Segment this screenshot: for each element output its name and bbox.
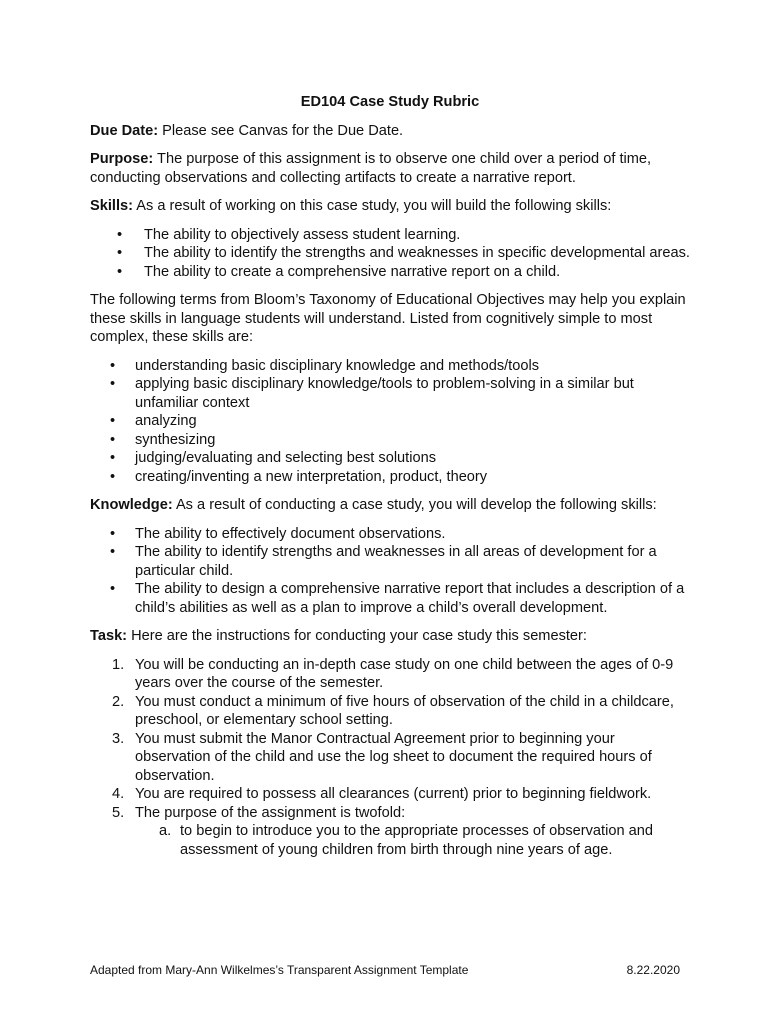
bullet-icon: • xyxy=(117,226,123,243)
bullet-icon: • xyxy=(110,450,116,466)
skills-label: Skills: xyxy=(90,198,133,214)
list-item: • The ability to identify strengths and weaknesses in all areas of development for a particular child. xyxy=(110,544,657,579)
bullet-icon: • xyxy=(110,431,116,448)
list-item: • judging/evaluating and selecting best solutions xyxy=(110,450,437,466)
due-date-paragraph xyxy=(90,122,690,141)
task-sublist xyxy=(90,822,690,859)
task-paragraph xyxy=(90,627,690,646)
bullet-icon: • xyxy=(117,263,123,280)
list-number: 3. xyxy=(112,730,125,747)
purpose-text: The purpose of this assignment is to observe one child over a period of time, conducting observations and collecting artifacts to create a narrative report. xyxy=(90,151,652,186)
footer-attribution: Adapted from Mary-Ann Wilkelmes’s Transparent Assignment Template xyxy=(90,963,469,977)
purpose-label: Purpose: xyxy=(90,151,154,167)
bullet-icon: • xyxy=(110,544,116,560)
list-item: • understanding basic disciplinary knowledge and methods/tools xyxy=(110,357,540,374)
document-page xyxy=(90,93,690,859)
list-item: • The ability to design a comprehensive narrative report that includes a description of a child’s abilities as well as a plan to improve a child’s overall development. xyxy=(110,581,685,616)
document-title: ED104 Case Study Rubric xyxy=(300,94,480,110)
footer-date: 8.22.2020 xyxy=(626,963,680,977)
list-item: • The ability to create a comprehensive narrative report on a child. xyxy=(117,263,561,280)
list-item: • analyzing xyxy=(110,413,197,429)
list-item: • creating/inventing a new interpretation, product, theory xyxy=(110,468,488,485)
knowledge-list xyxy=(90,525,690,618)
list-item: • The ability to effectively document observations. xyxy=(110,525,446,542)
list-item: a. to begin to introduce you to the appropriate processes of observation and assessment of young children from birth through nine years of age. xyxy=(159,823,653,858)
list-number: 2. xyxy=(112,693,125,710)
list-item: 2. You must conduct a minimum of five hours of observation of the child in a childcare, preschool, or elementary school setting. xyxy=(112,693,674,728)
list-item: • applying basic disciplinary knowledge/tools to problem-solving in a similar but unfamiliar context xyxy=(110,376,634,411)
bullet-icon: • xyxy=(110,525,116,542)
bullet-icon: • xyxy=(110,413,116,429)
list-item: • synthesizing xyxy=(110,431,216,448)
purpose-paragraph xyxy=(90,150,690,187)
bullet-icon: • xyxy=(110,357,116,374)
list-item: 4. You are required to possess all clearances (current) prior to beginning fieldwork. xyxy=(112,786,652,802)
bullet-icon: • xyxy=(110,376,116,392)
task-label: Task: xyxy=(90,628,128,644)
due-date-text: Please see Canvas for the Due Date. xyxy=(158,122,404,139)
list-item: 3. You must submit the Manor Contractual Agreement prior to beginning your observation of the child and use the log sheet to document the required hours of observation. xyxy=(112,730,652,784)
list-item: • The ability to objectively assess student learning. xyxy=(117,226,461,243)
bullet-icon: • xyxy=(110,581,116,597)
task-list xyxy=(90,656,690,823)
bullet-icon: • xyxy=(110,468,116,485)
knowledge-label: Knowledge: xyxy=(90,497,173,513)
list-number: 5. xyxy=(112,804,125,821)
list-number: 1. xyxy=(112,656,125,673)
blooms-list xyxy=(90,357,690,487)
list-item: 1. You will be conducting an in-depth case study on one child between the ages of 0-9 years over the course of the semester. xyxy=(112,656,674,691)
skills-list xyxy=(90,226,690,282)
list-letter: a. xyxy=(159,823,172,839)
task-text: Here are the instructions for conducting your case study this semester: xyxy=(127,628,587,644)
knowledge-text: As a result of conducting a case study, you will develop the following skills: xyxy=(172,497,657,513)
skills-paragraph xyxy=(90,197,690,216)
knowledge-paragraph xyxy=(90,496,690,515)
due-date-label: Due Date: xyxy=(90,122,159,139)
skills-text: As a result of working on this case study, you will build the following skills: xyxy=(133,198,612,214)
list-item: 5. The purpose of the assignment is twofold: xyxy=(112,804,406,821)
list-number: 4. xyxy=(112,786,125,802)
blooms-intro: The following terms from Bloom’s Taxonomy of Educational Objectives may help you explain these skills in language students will understand. Listed from cognitively simple to most complex, these skills are: xyxy=(90,292,686,345)
list-item: • The ability to identify the strengths and weaknesses in specific developmental areas. xyxy=(117,245,690,261)
bullet-icon: • xyxy=(117,245,123,261)
